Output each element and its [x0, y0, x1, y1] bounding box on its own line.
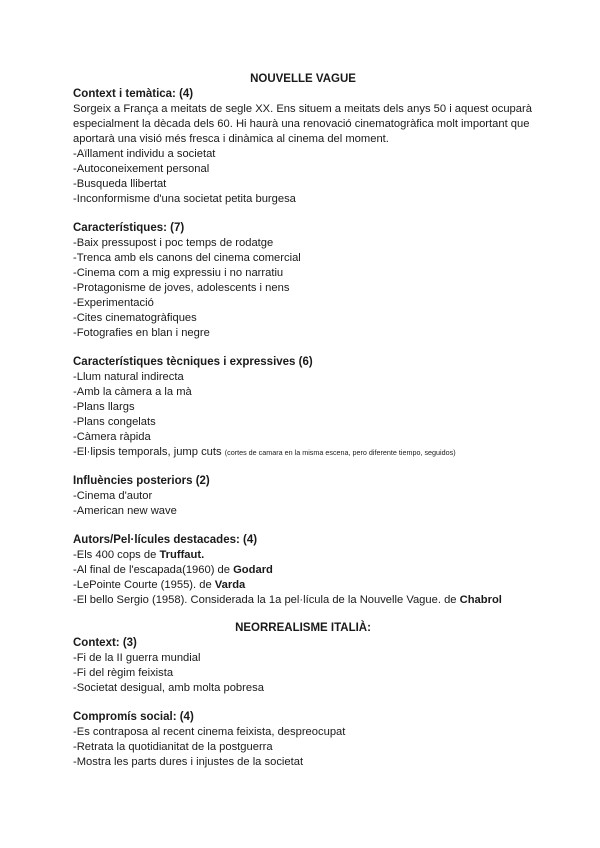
section-title-nouvelle-vague: NOUVELLE VAGUE — [250, 73, 356, 85]
document-page — [73, 72, 533, 770]
list-item: -Cinema com a mig expressiu i no narratiu — [73, 267, 284, 279]
list-item: -American new wave — [73, 505, 177, 517]
list-item: -Experimentació — [73, 297, 154, 309]
list-item: -Inconformisme d'una societat petita burgesa — [73, 193, 296, 205]
film-text: -LePointe Courte (1955). de — [73, 579, 215, 591]
list-item — [73, 548, 533, 563]
film-text: -Al final de l'escapada(1960) de — [73, 564, 234, 576]
list-item: -Protagonisme de joves, adolescents i nens — [73, 282, 290, 294]
heading-social: Compromís social: (4) — [73, 711, 194, 723]
list-item — [73, 563, 533, 578]
list-item: -Fi del règim feixista — [73, 667, 174, 679]
list-item: -Baix pressupost i poc temps de rodatge — [73, 237, 274, 249]
heading-features: Característiques: (7) — [73, 222, 185, 234]
list-item — [73, 593, 533, 608]
author-name: Truffaut. — [159, 549, 205, 561]
list-item: -Càmera ràpida — [73, 431, 151, 443]
list-item-text: -El·lipsis temporals, jump cuts — [73, 446, 222, 458]
heading-technical: Característiques tècniques i expressives (6) — [73, 356, 313, 368]
footnote-note: (cortes de camara en la misma escena, pero diferente tiempo, seguidos) — [224, 448, 456, 457]
list-item: -Busqueda llibertat — [73, 178, 167, 190]
list-item: -Mostra les parts dures i injustes de la societat — [73, 756, 304, 768]
list-item: -Cites cinematogràfiques — [73, 312, 197, 324]
list-item: -Amb la càmera a la mà — [73, 386, 192, 398]
list-item: -Aïllament individu a societat — [73, 148, 216, 160]
list-item: -Fotografies en blan i negre — [73, 327, 210, 339]
film-text: -El bello Sergio (1958). Considerada la 1a pel·lícula de la Nouvelle Vague. de — [73, 594, 460, 606]
author-name: Chabrol — [459, 594, 502, 606]
heading-influences: Influències posteriors (2) — [73, 475, 210, 487]
heading-context: Context i temàtica: (4) — [73, 88, 194, 100]
list-item: -Llum natural indirecta — [73, 371, 184, 383]
list-item: -Plans llargs — [73, 401, 135, 413]
author-name: Godard — [233, 564, 273, 576]
section-title-neorrealisme: NEORREALISME ITALIÀ: — [235, 622, 371, 634]
list-item — [73, 445, 533, 460]
context-intro: Sorgeix a França a meitats de segle XX. Ens situem a meitats dels anys 50 i aquest ocuparà especialment la dècada dels 60. Hi haurà una renovació cinematogràfica molt important que aportarà una visió més fresca i dinàmica al cinema del moment. — [73, 103, 532, 145]
list-item: -Es contraposa al recent cinema feixista, despreocupat — [73, 726, 346, 738]
film-text: -Els 400 cops de — [73, 549, 160, 561]
heading-authors: Autors/Pel·lícules destacades: (4) — [73, 534, 258, 546]
list-item: -Cinema d'autor — [73, 490, 153, 502]
list-item: -Societat desigual, amb molta pobresa — [73, 682, 264, 694]
author-name: Varda — [214, 579, 246, 591]
list-item: -Plans congelats — [73, 416, 156, 428]
list-item: -Trenca amb els canons del cinema comercial — [73, 252, 301, 264]
list-item: -Fi de la II guerra mundial — [73, 652, 201, 664]
heading-context2: Context: (3) — [73, 637, 137, 649]
list-item: -Autoconeixement personal — [73, 163, 210, 175]
list-item — [73, 578, 533, 593]
list-item: -Retrata la quotidianitat de la postguerra — [73, 741, 273, 753]
